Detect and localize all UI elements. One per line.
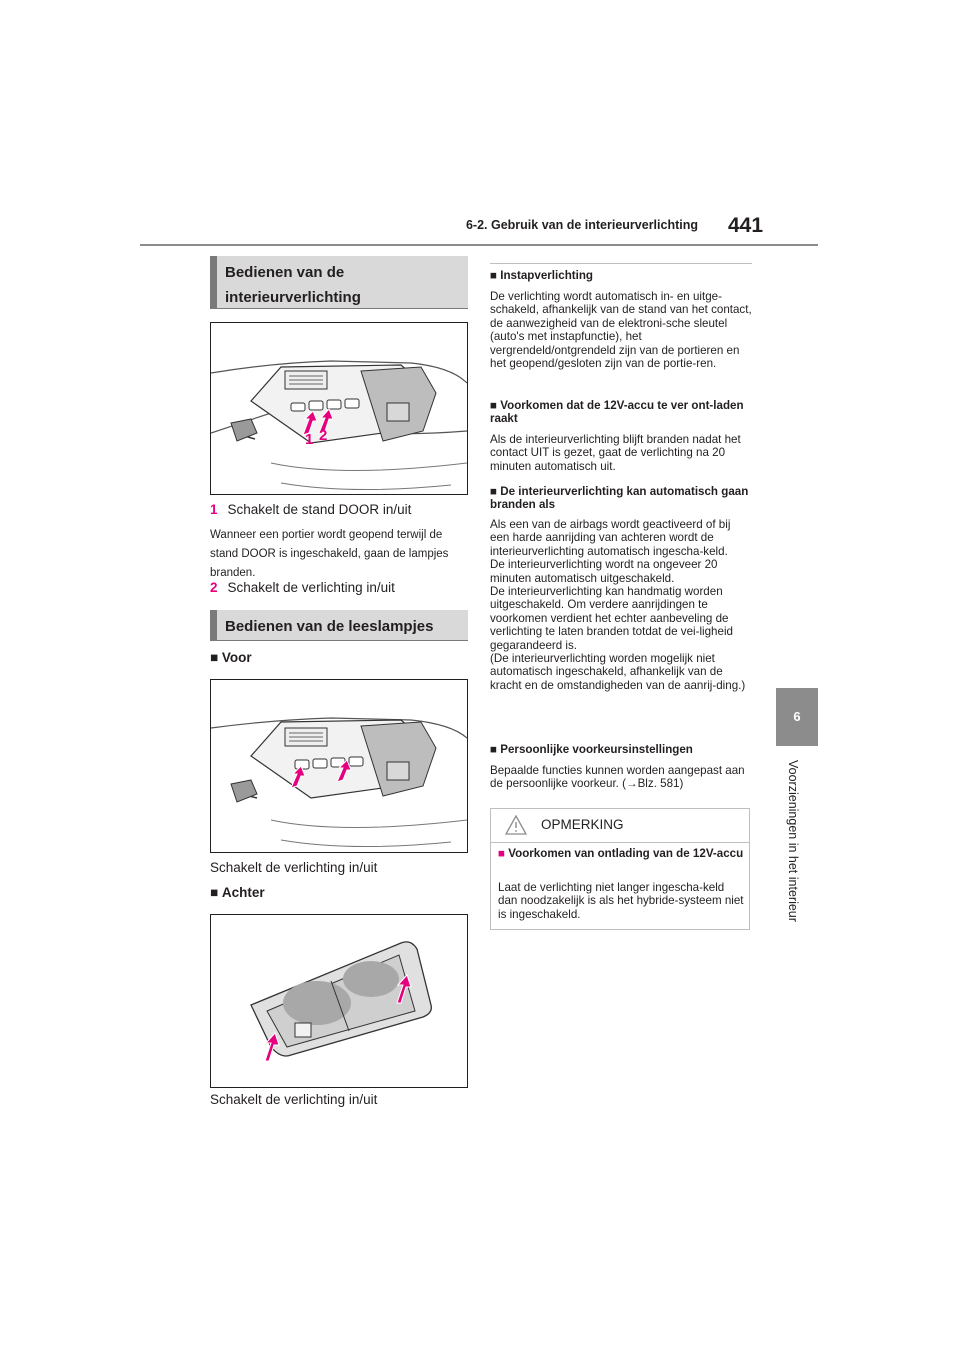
step-number: 2 (210, 580, 218, 595)
item-heading-accu: ■ Voorkomen dat de 12V-accu te ver ont-laden raakt (490, 399, 744, 426)
fig-callout-1: 1 (305, 431, 314, 448)
square-bullet-icon: ■ (490, 485, 498, 498)
item-text-automatic: Als een van de airbags wordt geactiveerd of bij een harde aanrijding van achteren wordt de interieurverlichting automatisch ingescha-keld. De interieurverlichting wordt na ongeveer 20 minuten automatisch uitgeschakeld. De interieurverlichting kan handmatig worden uitgeschakeld. Om verdere aanrijdingen te voorkomen verdient het echter aanbeveling de verlichting te laten branden totdat de vei-ligheid gegarandeerd is. (De interieurverlichting worden mogelijk niet automatisch ingeschakeld, afhankelijk van de kracht en de omstandigheden van de aanrij-ding.) (490, 518, 746, 692)
square-bullet-icon: ■ (210, 885, 219, 900)
fig-callout-2: 2 (319, 427, 328, 444)
step-1-detail: Wanneer een portier wordt geopend terwijl de stand DOOR is ingeschakeld, gaan de lampjes branden. (210, 529, 449, 579)
item-heading-instapverlichting: ■ Instapverlichting (490, 269, 594, 282)
note-title-bar (491, 809, 749, 843)
chapter-title: Voorzieningen in het interieur (786, 760, 800, 922)
section-underline (210, 640, 468, 641)
square-bullet-icon: ■ (490, 399, 498, 412)
running-header-title: 6-2. Gebruik van de interieurverlichting (465, 218, 698, 232)
step-text: Schakelt de stand DOOR in/uit (227, 502, 412, 517)
square-bullet-icon: ■ (490, 743, 498, 756)
item-text-instapverlichting: De verlichting wordt automatisch in- en uitge-schakeld, afhankelijk van de stand van het contact, de aanwezigheid van de elektroni-sche sleutel (auto's met instapfunctie), het vergrendeld/ontgrendeld zijn van de portieren en het geopend/gesloten zijn van de portie-ren. (490, 290, 752, 371)
overhead-console-illustration (211, 323, 467, 494)
item-heading-automatic: ■ De interieurverlichting kan automatisch gaan branden als (490, 485, 749, 512)
item-text-preferences: Bepaalde functies kunnen worden aangepast aan de persoonlijke voorkeur. (→Blz. 581) (490, 764, 745, 791)
subheading-voor: ■ Voor (210, 650, 252, 665)
column-rule (490, 263, 752, 264)
item-heading-preferences: ■ Persoonlijke voorkeursinstellingen (490, 743, 693, 756)
warning-triangle-icon (505, 815, 527, 835)
step-2 (210, 580, 395, 595)
page-number: 441 (728, 214, 764, 237)
step-number: 1 (210, 502, 218, 517)
step-1 (210, 502, 411, 517)
figure-front-reading-lights (210, 679, 468, 853)
note-box (490, 808, 750, 930)
section-title-interior-lights: Bedienen van de interieurverlichting (210, 256, 468, 308)
note-title: OPMERKING (541, 817, 624, 832)
rear-reading-lights-illustration (211, 915, 467, 1087)
section-title-reading-lights: Bedienen van de leeslampjes (210, 610, 468, 640)
square-bullet-icon: ■ (490, 269, 498, 282)
subheading-achter: ■ Achter (210, 885, 265, 900)
item-text-accu: Als de interieurverlichting blijft branden nadat het contact UIT is gezet, gaat de verlichting na 20 minuten automatisch uit. (490, 433, 741, 473)
chapter-tab: 6 (776, 688, 818, 746)
figure-overhead-console (210, 322, 468, 495)
caption-voor: Schakelt de verlichting in/uit (210, 860, 378, 875)
square-bullet-icon: ■ (498, 847, 506, 860)
header-rule (140, 244, 818, 246)
square-bullet-icon: ■ (210, 650, 219, 665)
section-underline (210, 308, 468, 309)
caption-achter: Schakelt de verlichting in/uit (210, 1092, 378, 1107)
figure-rear-reading-lights (210, 914, 468, 1088)
step-text: Schakelt de verlichting in/uit (227, 580, 395, 595)
note-text: Laat de verlichting niet langer ingescha-keld dan noodzakelijk is als het hybride-systeem niet is ingeschakeld. (498, 881, 744, 921)
note-heading: ■ Voorkomen van ontlading van de 12V-accu (498, 847, 744, 860)
front-reading-lights-illustration (211, 680, 467, 852)
